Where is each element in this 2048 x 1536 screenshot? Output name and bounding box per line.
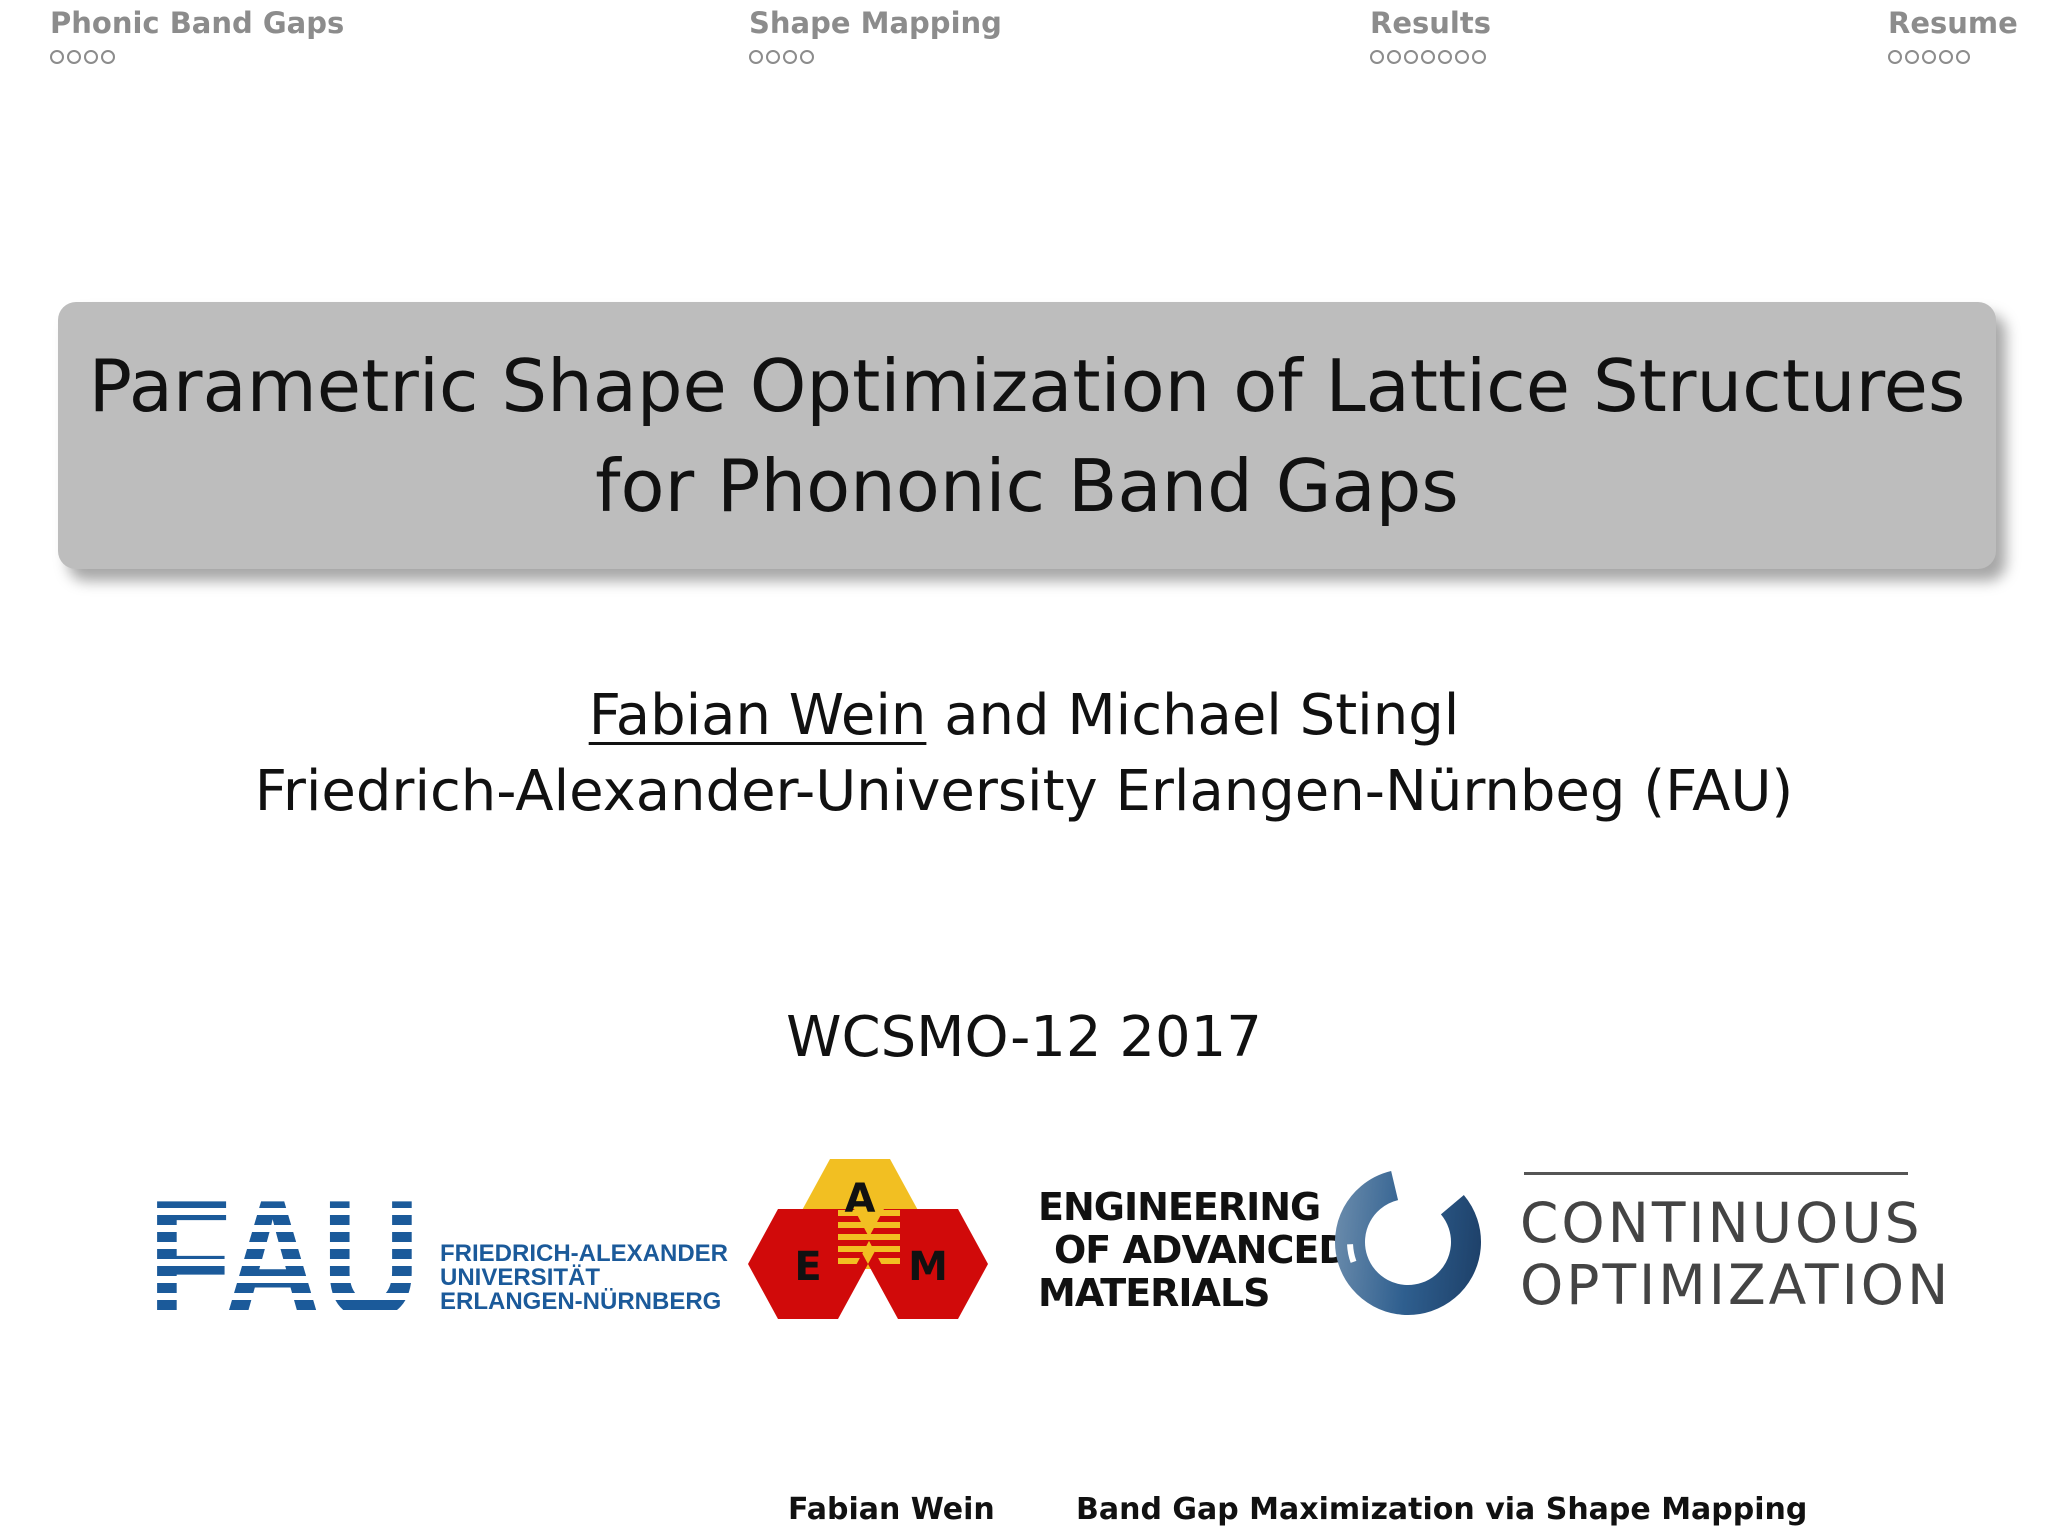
nav-frame-dot[interactable] <box>1956 50 1970 64</box>
fau-line-2: UNIVERSITÄT <box>440 1264 601 1291</box>
co-line-1: CONTINUOUS <box>1520 1191 1923 1255</box>
nav-frame-dots[interactable] <box>749 50 1002 64</box>
fau-line-3: ERLANGEN-NÜRNBERG <box>440 1288 722 1315</box>
nav-section-title[interactable]: Phonic Band Gaps <box>50 6 345 40</box>
nav-frame-dot[interactable] <box>1939 50 1953 64</box>
footer-author: Fabian Wein <box>788 1492 995 1527</box>
nav-frame-dot[interactable] <box>749 50 763 64</box>
nav-frame-dot[interactable] <box>1438 50 1452 64</box>
event-name: WCSMO-12 2017 <box>786 1005 1262 1070</box>
nav-frame-dot[interactable] <box>67 50 81 64</box>
eam-logo <box>748 1144 1038 1324</box>
fau-logo <box>148 1140 438 1340</box>
co-wordmark <box>1520 1192 1951 1316</box>
nav-frame-dot[interactable] <box>1421 50 1435 64</box>
eam-line-2: OF ADVANCED <box>1054 1228 1349 1272</box>
title-line-2: for Phononic Band Gaps <box>595 443 1459 528</box>
eam-letter-a: A <box>844 1176 876 1222</box>
title-line-1: Parametric Shape Optimization of Lattice Structures <box>88 343 1966 428</box>
co-divider <box>1524 1172 1908 1175</box>
nav-frame-dot[interactable] <box>1370 50 1384 64</box>
eam-line-3: MATERIALS <box>1038 1271 1270 1315</box>
eam-letter-e: E <box>794 1244 822 1290</box>
nav-frame-dot[interactable] <box>1922 50 1936 64</box>
continuous-optimization-ring-logo <box>1328 1162 1488 1322</box>
nav-section-title[interactable]: Resume <box>1888 6 2018 40</box>
eam-line-1: ENGINEERING <box>1038 1185 1321 1229</box>
co-line-2: OPTIMIZATION <box>1520 1253 1952 1317</box>
nav-frame-dot[interactable] <box>800 50 814 64</box>
nav-frame-dot[interactable] <box>766 50 780 64</box>
nav-frame-dot[interactable] <box>101 50 115 64</box>
nav-frame-dot[interactable] <box>1472 50 1486 64</box>
nav-frame-dots[interactable] <box>50 50 344 64</box>
authors-connector: and <box>926 683 1068 748</box>
nav-frame-dot[interactable] <box>1404 50 1418 64</box>
nav-section-title[interactable]: Results <box>1370 6 1491 40</box>
nav-frame-dot[interactable] <box>1387 50 1401 64</box>
nav-section-title[interactable]: Shape Mapping <box>749 6 1002 40</box>
nav-frame-dot[interactable] <box>1905 50 1919 64</box>
nav-section-resume[interactable] <box>1888 6 2018 64</box>
nav-frame-dot[interactable] <box>1888 50 1902 64</box>
nav-frame-dots[interactable] <box>1370 50 1491 64</box>
footer-bar <box>0 1492 2048 1536</box>
logo-strip <box>148 1140 1952 1340</box>
nav-frame-dots[interactable] <box>1888 50 2018 64</box>
affiliation: Friedrich-Alexander-University Erlangen-Nürnbeg (FAU) <box>254 759 1794 824</box>
eam-wordmark <box>1038 1186 1349 1315</box>
footer-title: Band Gap Maximization via Shape Mapping <box>1076 1492 1808 1527</box>
nav-frame-dot[interactable] <box>783 50 797 64</box>
nav-section-phononic-band-gaps[interactable] <box>50 6 344 64</box>
fau-line-1: FRIEDRICH-ALEXANDER <box>440 1240 728 1267</box>
nav-frame-dot[interactable] <box>50 50 64 64</box>
presenter-name: Fabian Wein <box>588 683 927 748</box>
authors-line <box>0 676 2048 756</box>
nav-frame-dot[interactable] <box>1455 50 1469 64</box>
eam-letter-m: M <box>908 1244 948 1290</box>
fau-wordmark <box>440 1242 728 1314</box>
nav-section-results[interactable] <box>1370 6 1491 64</box>
nav-section-shape-mapping[interactable] <box>749 6 1002 64</box>
coauthor-name: Michael Stingl <box>1067 683 1460 748</box>
title-block <box>58 302 1996 569</box>
nav-frame-dot[interactable] <box>84 50 98 64</box>
section-navigation <box>0 6 2048 76</box>
